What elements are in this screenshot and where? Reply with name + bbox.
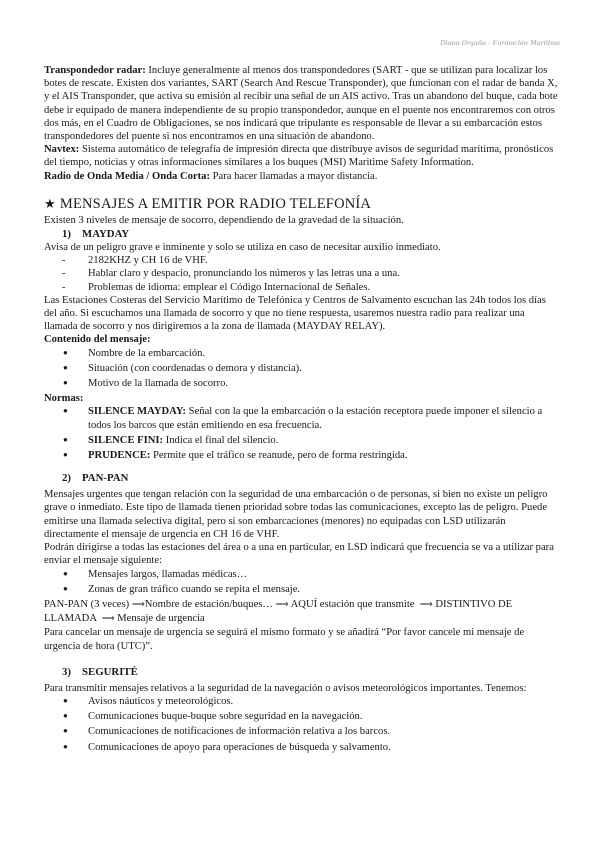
- sequence-step: Nombre de estación/buques…: [144, 598, 273, 610]
- section-lead: Existen 3 niveles de mensaje de socorro, dependiendo de la gravedad de la situación.: [44, 214, 404, 226]
- list-item: ● Zonas de gran tráfico cuando se repita el mensaje.: [62, 583, 560, 596]
- rule-label: PRUDENCE:: [88, 450, 151, 462]
- mayday-number: 1): [62, 228, 71, 241]
- list-item: - Hablar claro y despacio, pronunciando los números y las letras una a una.: [62, 267, 560, 280]
- transponder-paragraph: [44, 64, 560, 143]
- rules-list: [44, 405, 560, 462]
- star-icon: ★: [44, 195, 56, 211]
- mayday-description: Avisa de un peligro grave e inminente y solo se utiliza en caso de necesitar auxilio inmediato.: [44, 242, 441, 254]
- rules-label: [44, 392, 560, 405]
- list-item: ● Motivo de la llamada de socorro.: [62, 377, 560, 390]
- sequence-step: AQUÍ estación que transmite: [290, 598, 415, 610]
- securite-description: Para transmitir mensajes relativos a la seguridad de la navegación o avisos meteorológicos importantes. Tenemos:: [44, 682, 527, 694]
- arrow-icon: ⟹: [275, 599, 289, 610]
- rule-label: SILENCE FINI:: [88, 434, 164, 446]
- list-item: [62, 405, 560, 431]
- mayday-title: MAYDAY: [82, 228, 130, 241]
- list-item: ● Mensajes largos, llamadas médicas…: [62, 568, 560, 581]
- mayday-heading: [62, 227, 560, 241]
- navtex-label: Navtex:: [44, 144, 80, 156]
- panpan-list: [44, 568, 560, 596]
- header-note: Diana Orgaña - Formación Marítima: [440, 38, 560, 47]
- radio-text: Para hacer llamadas a mayor distancia.: [209, 170, 378, 182]
- securite-title: SEGURITÉ: [82, 665, 138, 678]
- panpan-direct: Podrán dirigirse a todas las estaciones del área o a una en particular, en LSD indicará que frecuencia se va a utilizar para enviar el mensaje siguiente:: [44, 542, 554, 567]
- content-list: [44, 347, 560, 391]
- list-item: - 2182KHZ y CH 16 de VHF.: [62, 254, 560, 267]
- list-item: ● Nombre de la embarcación.: [62, 347, 560, 360]
- radio-paragraph: [44, 170, 560, 183]
- sequence-step: PAN-PAN (3 veces): [44, 598, 130, 610]
- arrow-icon: ⟹: [101, 614, 115, 625]
- arrow-icon: ⟹: [131, 599, 145, 610]
- navtex-paragraph: [44, 143, 560, 169]
- list-item: [62, 449, 560, 462]
- list-item: ● Comunicaciones buque-buque sobre seguridad en la navegación.: [62, 710, 560, 723]
- securite-number: 3): [62, 665, 71, 678]
- list-item: ● Situación (con coordenadas o demora y distancia).: [62, 362, 560, 375]
- mayday-dash-list: [44, 254, 560, 294]
- rule-text: Indica el final del silencio.: [163, 434, 279, 446]
- panpan-title: PAN-PAN: [82, 472, 129, 485]
- transponder-text: Incluye generalmente al menos dos transpondedores (SART - que se utilizan para localizar los botes de rescate. Existen dos variantes, SART (Search And Rescue Transponder), que funcionan con el radar de banda X, y el AIS Transponder, que activa su emisión al recibir una señal de un AIS activo. Tras un abandono del buque, cada bote debe ir equipado de manera independiente de su propio transpondedor, aunque en el puente nos encontraremos con otros dos más, en el Cuadro de Obligaciones, se nos indicará que tripulante es responsable de llevar a su embarcación estos transpondedores del puente si nos encontramos en una situación de abandono.: [44, 65, 558, 143]
- radio-label: Radio de Onda Media / Onda Corta:: [44, 170, 210, 182]
- section-title: [44, 195, 560, 213]
- navtex-text: Sistema automático de telegrafía de impresión directa que distribuye avisos de seguridad marítima, pronósticos del tiempo, noticias y otras informaciones similares a los buques (MSI) Maritime Safety Information.: [44, 144, 554, 169]
- securite-heading: [62, 665, 560, 679]
- panpan-description: Mensajes urgentes que tengan relación con la seguridad de una embarcación o de personas, si bien no existe un peligro grave o inmediato. Este tipo de llamada tienen prioridad sobre todas las comunicaciones, excepto las de peligro. Puede emitirse una llamada selectiva digital, pero si son embarcaciones (menores) no equipadas con LSD utilizarán directamente el mensaje de urgencia en CH 16 de VHF.: [44, 489, 548, 540]
- section-title-text: MENSAJES A EMITIR POR RADIO TELEFONÍA: [59, 195, 372, 212]
- stations-paragraph: Las Estaciones Costeras del Servicio Marítimo de Telefónica y Centros de Salvamento escuchan las 24h todos los días del año. Si escuchamos una llamada de socorro y que no tiene respuesta, usaremos nuestra radio para realizar una llamada de socorro y nos dirigiremos a la zona de llamada (MAYDAY RELAY).: [44, 294, 546, 333]
- list-item: ● Avisos náuticos y meteorológicos.: [62, 695, 560, 708]
- securite-list: [44, 695, 560, 754]
- panpan-number: 2): [62, 472, 71, 485]
- list-item: [62, 434, 560, 447]
- transponder-label: Transpondedor radar:: [44, 65, 146, 76]
- arrow-icon: ⟹: [419, 599, 433, 610]
- rules-label-text: Normas:: [44, 393, 84, 405]
- rule-text: Señal con la que la embarcación o la estación receptora puede imponer el silencio a todos los barcos que están emitiendo en esa frecuencia.: [88, 406, 543, 431]
- panpan-sequence: [44, 598, 560, 626]
- sequence-step: DISTINTIVO DE LLAMADA: [44, 598, 513, 625]
- document-page: [44, 64, 560, 756]
- rule-label: SILENCE MAYDAY:: [88, 406, 187, 418]
- sequence-step: Mensaje de urgencia: [117, 613, 205, 625]
- list-item: ● Comunicaciones de notificaciones de información relativa a los barcos.: [62, 725, 560, 738]
- rule-text: Permite que el tráfico se reanude, pero de forma restringida.: [150, 450, 408, 462]
- panpan-cancel: Para cancelar un mensaje de urgencia se seguirá el mismo formato y se añadirá “Por favor cancele mi mensaje de urgencia de hora (UTC)”.: [44, 627, 525, 652]
- content-label-text: Contenido del mensaje:: [44, 334, 151, 346]
- list-item: - Problemas de idioma: emplear el Código Internacional de Señales.: [62, 281, 560, 294]
- content-label: [44, 333, 560, 346]
- list-item: ● Comunicaciones de apoyo para operaciones de búsqueda y salvamento.: [62, 741, 560, 754]
- panpan-heading: [62, 471, 560, 485]
